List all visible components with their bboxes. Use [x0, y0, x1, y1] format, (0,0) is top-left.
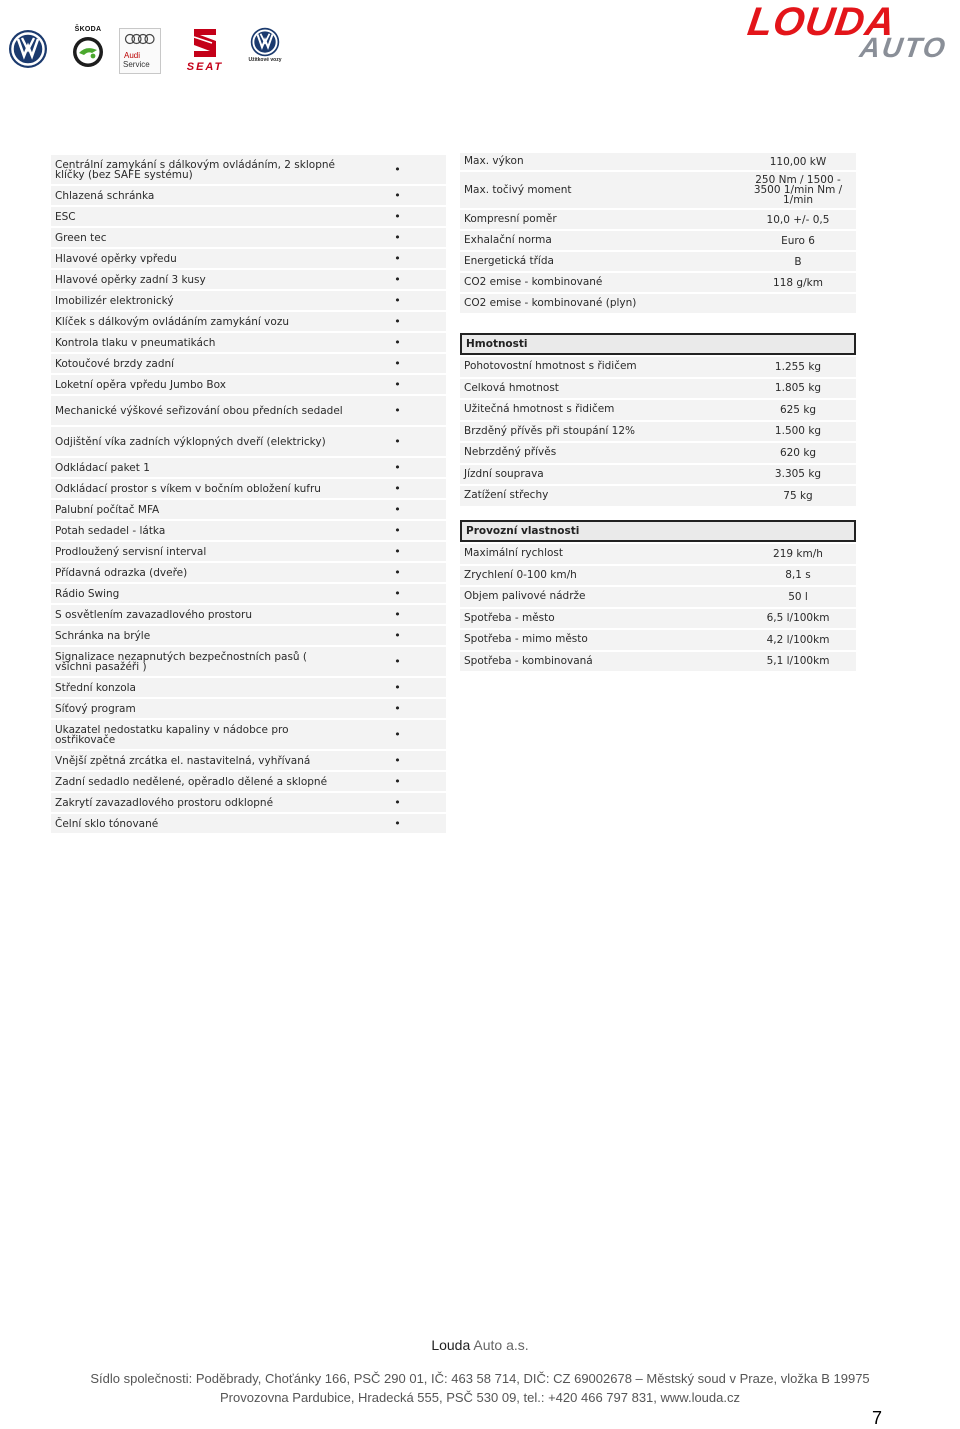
equipment-value: • — [394, 796, 401, 809]
weights-value: 620 kg — [779, 446, 817, 459]
equipment-label: Hlavové opěrky zadní 3 kusy — [55, 273, 206, 286]
weights-row — [460, 443, 856, 465]
equipment-label: Zakrytí zavazadlového prostoru odklopné — [55, 796, 274, 809]
equipment-label: Přídavná odrazka (dveře) — [55, 566, 188, 579]
equipment-row — [51, 375, 446, 396]
equipment-label: Hlavové opěrky vpředu — [55, 252, 177, 265]
equipment-row — [51, 626, 446, 647]
engine-label: Energetická třída — [464, 255, 554, 267]
equipment-label: ESC — [55, 210, 76, 223]
weights-value: 1.805 kg — [774, 382, 822, 395]
equipment-label: Schránka na brýle — [55, 629, 151, 642]
equipment-value: • — [394, 608, 401, 621]
equipment-label: Klíček s dálkovým ovládáním zamykání vozu — [55, 315, 289, 328]
weights-label: Užitečná hmotnost s řidičem — [464, 403, 615, 416]
weights-row — [460, 400, 856, 422]
equipment-row — [51, 427, 446, 458]
equipment-value: • — [394, 775, 401, 788]
equipment-value: • — [394, 294, 401, 307]
weights-row — [460, 422, 856, 444]
weights-value: 3.305 kg — [774, 468, 822, 481]
seat-s-icon — [190, 27, 220, 59]
equipment-row — [51, 155, 446, 186]
performance-table — [460, 544, 856, 673]
equipment-row — [51, 270, 446, 291]
equipment-table — [51, 155, 446, 835]
engine-label: Max. točivý moment — [464, 183, 572, 196]
equipment-row — [51, 647, 446, 678]
engine-value: 110,00 kW — [769, 155, 827, 168]
skoda-arrow-icon — [72, 36, 104, 68]
equipment-label: Kontrola tlaku v pneumatikách — [55, 336, 216, 349]
equipment-label: Síťový program — [55, 702, 136, 715]
performance-section — [460, 520, 856, 673]
engine-row — [460, 172, 856, 210]
audi-label: Audi — [124, 51, 141, 60]
performance-row — [460, 566, 856, 588]
equipment-label: Palubní počítač MFA — [55, 503, 160, 516]
equipment-row — [51, 814, 446, 835]
auto-wordmark: AUTO — [857, 32, 950, 63]
equipment-value: • — [394, 461, 401, 474]
equipment-label: Odjištění víka zadních výklopných dveří (elektricky) — [55, 435, 326, 448]
engine-value: Euro 6 — [781, 234, 815, 247]
equipment-label: Prodloužený servisní interval — [55, 545, 207, 558]
audi-rings-icon — [124, 33, 156, 45]
performance-value: 219 km/h — [773, 547, 823, 560]
vw-commercial-logo — [250, 27, 280, 73]
equipment-value: • — [394, 357, 401, 370]
equipment-value: • — [394, 681, 401, 694]
volkswagen-commercial-icon — [250, 27, 280, 57]
weights-label: Celková hmotnost — [464, 381, 559, 394]
equipment-row — [51, 521, 446, 542]
brand-logos — [6, 24, 296, 76]
engine-label: Kompresní poměr — [464, 213, 557, 225]
page-number: 7 — [872, 1408, 883, 1428]
footer-branch-contact: Provozovna Pardubice, Hradecká 555, PSČ 530 09, tel.: +420 466 797 831, www.louda.cz — [220, 1390, 740, 1405]
volkswagen-logo-icon — [8, 29, 48, 69]
equipment-row — [51, 699, 446, 720]
equipment-row — [51, 354, 446, 375]
equipment-label: Loketní opěra vpředu Jumbo Box — [55, 378, 226, 391]
equipment-row — [51, 186, 446, 207]
weights-table — [460, 357, 856, 508]
weights-value: 75 kg — [783, 489, 813, 502]
performance-row — [460, 630, 856, 652]
equipment-row — [51, 458, 446, 479]
equipment-label: Mechanické výškové seřizování obou předních sedadel — [55, 404, 343, 417]
engine-label: CO2 emise - kombinované — [464, 276, 603, 288]
equipment-row — [51, 479, 446, 500]
equipment-value: • — [394, 524, 401, 537]
performance-value: 6,5 l/100km — [766, 612, 830, 625]
equipment-value: • — [394, 378, 401, 391]
weights-label: Nebrzděný přívěs — [464, 446, 557, 459]
weights-heading: Hmotnosti — [460, 333, 856, 355]
equipment-value: • — [394, 629, 401, 642]
engine-row — [460, 252, 856, 273]
equipment-value: • — [394, 231, 401, 244]
equipment-row — [51, 249, 446, 270]
equipment-row — [51, 207, 446, 228]
footer-company-suffix: Auto a.s. — [473, 1337, 529, 1353]
performance-row — [460, 544, 856, 566]
equipment-row — [51, 678, 446, 699]
equipment-row — [51, 751, 446, 772]
weights-row — [460, 486, 856, 508]
louda-wordmark: LOUDA — [744, 0, 899, 44]
skoda-logo — [64, 26, 112, 74]
footer-registered-office: Sídlo společnosti: Poděbrady, Choťánky 166, PSČ 290 01, IČ: 463 58 714, DIČ: CZ 69002678 – Městský soud v Praze, vložka B 19975 — [90, 1371, 870, 1386]
equipment-value: • — [394, 503, 401, 516]
equipment-label: Odkládací paket 1 — [55, 461, 150, 474]
equipment-row — [51, 605, 446, 626]
performance-label: Zrychlení 0-100 km/h — [464, 568, 577, 581]
equipment-label: Vnější zpětná zrcátka el. nastavitelná, vyhřívaná — [55, 754, 311, 767]
performance-label: Maximální rychlost — [464, 547, 564, 560]
footer-company — [0, 1337, 960, 1353]
equipment-label: Green tec — [55, 231, 107, 244]
equipment-label: Imobilizér elektronický — [55, 294, 174, 307]
performance-value: 50 l — [788, 590, 808, 603]
equipment-value: • — [394, 273, 401, 286]
weights-label: Jízdní souprava — [464, 467, 544, 480]
equipment-label: Odkládací prostor s víkem v bočním obložení kufru — [55, 482, 321, 495]
engine-spec-table — [460, 153, 856, 315]
equipment-label: S osvětlením zavazadlového prostoru — [55, 608, 252, 621]
engine-label: Max. výkon — [464, 155, 524, 167]
equipment-row — [51, 720, 446, 751]
weights-row — [460, 357, 856, 379]
service-label: Service — [123, 60, 150, 69]
equipment-row — [51, 563, 446, 584]
weights-value: 1.500 kg — [774, 425, 822, 438]
equipment-row — [51, 500, 446, 521]
engine-label: CO2 emise - kombinované (plyn) — [464, 297, 637, 309]
equipment-row — [51, 291, 446, 312]
performance-value: 8,1 s — [785, 569, 811, 582]
equipment-value: • — [394, 754, 401, 767]
engine-row — [460, 210, 856, 231]
equipment-value: • — [394, 655, 401, 668]
equipment-row — [51, 772, 446, 793]
equipment-value: • — [394, 210, 401, 223]
equipment-value: • — [394, 728, 401, 741]
equipment-row — [51, 584, 446, 605]
performance-row — [460, 587, 856, 609]
engine-label: Exhalační norma — [464, 234, 552, 246]
performance-label: Spotřeba - kombinovaná — [464, 654, 593, 667]
equipment-label: Střední konzola — [55, 681, 136, 694]
engine-value: 250 Nm / 1500 - 3500 1/min Nm / 1/min — [753, 174, 843, 206]
equipment-label: Potah sedadel - látka — [55, 524, 166, 537]
equipment-value: • — [394, 817, 401, 830]
equipment-value: • — [394, 404, 401, 417]
equipment-label: Signalizace nezapnutých bezpečnostních pasů ( všichni pasažéři ) — [55, 650, 308, 673]
performance-label: Spotřeba - mimo město — [464, 633, 588, 646]
equipment-row — [51, 312, 446, 333]
equipment-value: • — [394, 545, 401, 558]
weights-label: Pohotovostní hmotnost s řidičem — [464, 360, 637, 373]
performance-row — [460, 609, 856, 631]
equipment-value: • — [394, 566, 401, 579]
equipment-row — [51, 333, 446, 354]
weights-label: Zatížení střechy — [464, 489, 549, 502]
louda-auto-logo — [742, 0, 958, 72]
skoda-wordmark: ŠKODA — [74, 26, 102, 33]
performance-value: 5,1 l/100km — [766, 655, 830, 668]
equipment-value: • — [394, 435, 401, 448]
equipment-row — [51, 396, 446, 427]
equipment-value: • — [394, 315, 401, 328]
equipment-row — [51, 228, 446, 249]
performance-label: Spotřeba - město — [464, 611, 555, 624]
equipment-value: • — [394, 482, 401, 495]
weights-row — [460, 379, 856, 401]
engine-row — [460, 273, 856, 294]
engine-value: B — [794, 255, 802, 268]
weights-value: 625 kg — [779, 403, 817, 416]
audi-service-logo — [119, 28, 161, 74]
equipment-value: • — [394, 189, 401, 202]
equipment-label: Centrální zamykání s dálkovým ovládáním, 2 sklopné klíčky (bez SAFE systému) — [55, 158, 335, 181]
engine-row — [460, 294, 856, 315]
equipment-value: • — [394, 252, 401, 265]
footer-company-name: Louda — [431, 1337, 471, 1353]
equipment-row — [51, 542, 446, 563]
equipment-label: Zadní sedadlo nedělené, opěradlo dělené a sklopné — [55, 775, 328, 788]
equipment-label: Ukazatel nedostatku kapaliny v nádobce pro ostřikovače — [55, 723, 289, 746]
equipment-label: Čelní sklo tónované — [55, 817, 159, 830]
seat-logo — [176, 27, 234, 73]
equipment-value: • — [394, 702, 401, 715]
equipment-value: • — [394, 336, 401, 349]
performance-value: 4,2 l/100km — [766, 633, 830, 646]
engine-row — [460, 231, 856, 252]
equipment-row — [51, 793, 446, 814]
engine-value: 118 g/km — [773, 276, 823, 289]
equipment-label: Chlazená schránka — [55, 189, 155, 202]
performance-label: Objem palivové nádrže — [464, 590, 586, 603]
performance-heading: Provozní vlastnosti — [460, 520, 856, 542]
equipment-value: • — [394, 587, 401, 600]
vw-commercial-label: Užitkové vozy — [248, 57, 282, 63]
equipment-label: Rádio Swing — [55, 587, 120, 600]
performance-row — [460, 652, 856, 674]
weights-row — [460, 465, 856, 487]
seat-wordmark: SEAT — [186, 61, 224, 73]
engine-value: 10,0 +/- 0,5 — [766, 213, 830, 226]
equipment-value: • — [394, 163, 401, 176]
weights-section — [460, 333, 856, 508]
weights-value: 1.255 kg — [774, 360, 822, 373]
weights-label: Brzděný přívěs při stoupání 12% — [464, 424, 635, 437]
engine-row — [460, 153, 856, 172]
equipment-label: Kotoučové brzdy zadní — [55, 357, 175, 370]
